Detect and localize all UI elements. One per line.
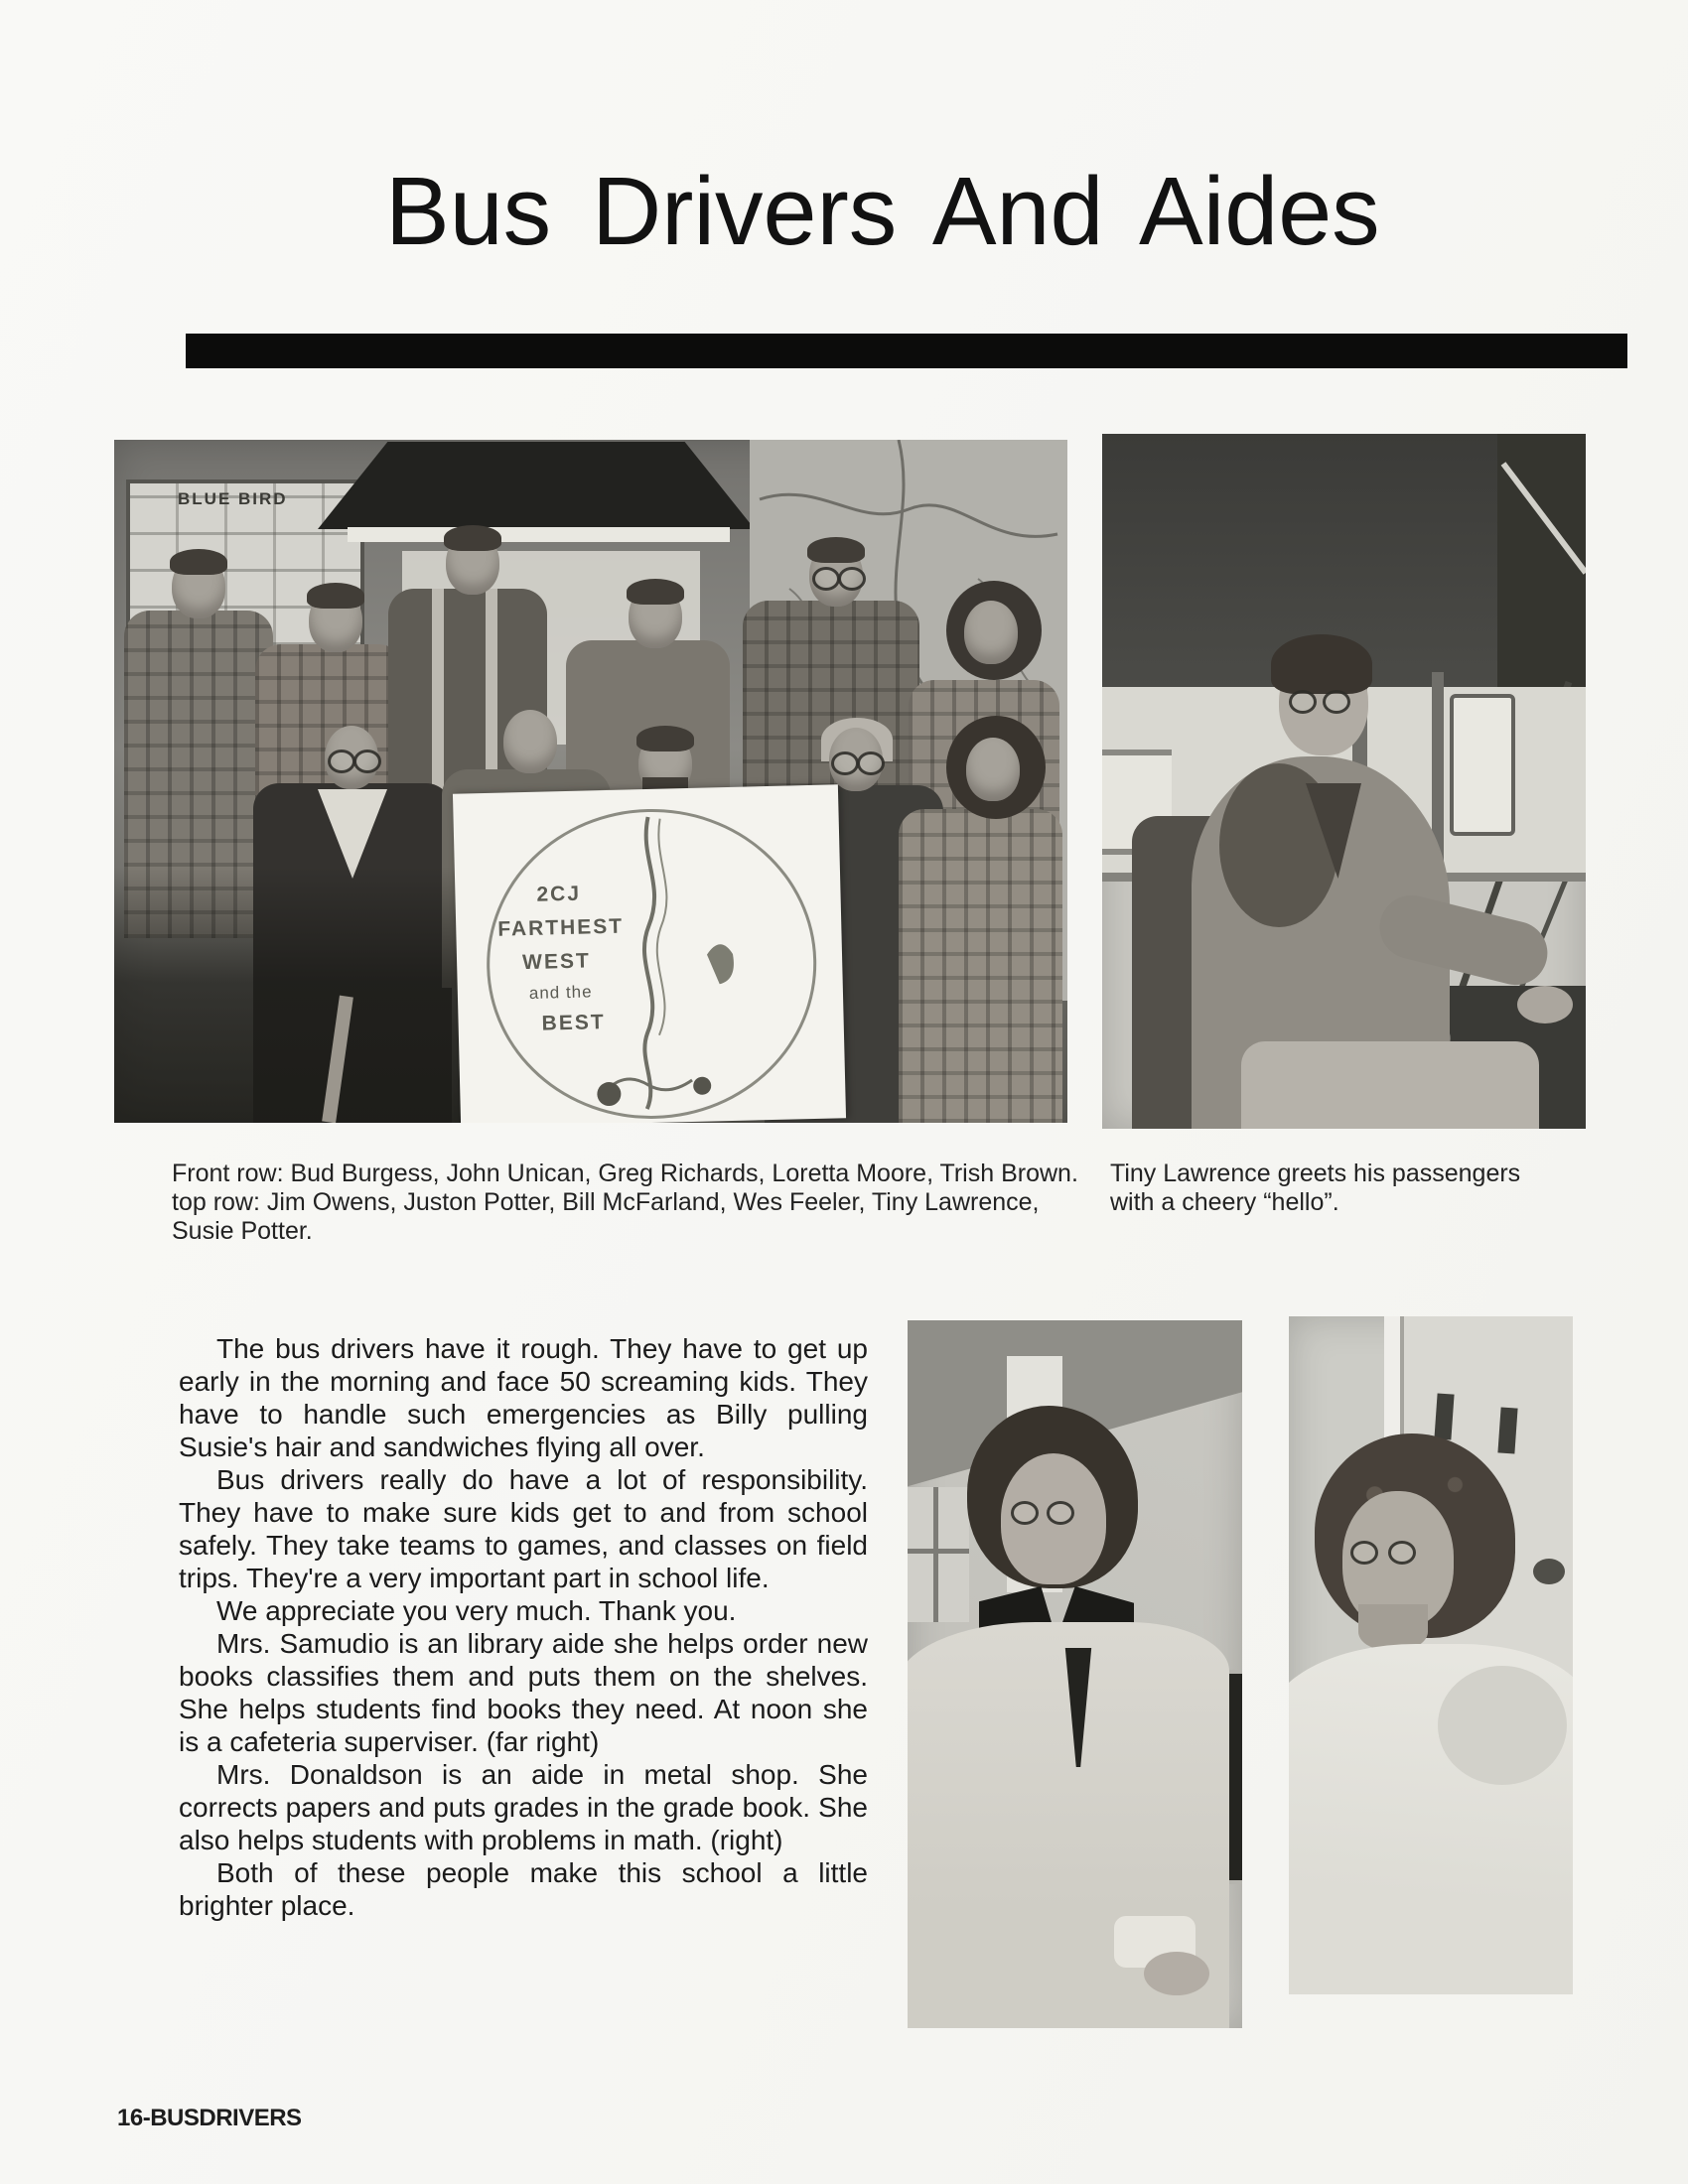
poster-line: FARTHEST (497, 914, 625, 941)
bus-driver-photo (1102, 434, 1586, 1129)
article-paragraph: Mrs. Donaldson is an aide in metal shop. She corrects papers and puts grades in the grade book. She also helps students with problems in math. (right) (179, 1759, 868, 1855)
caption-line: top row: Jim Owens, Juston Potter, Bill McFarland, Wes Feeler, Tiny Lawrence, (172, 1188, 1040, 1216)
ceiling-lamp (318, 442, 755, 529)
door-hinge (1434, 1393, 1454, 1439)
bus-photo-caption (1110, 1160, 1520, 1217)
article-paragraph: The bus drivers have it rough. They have to get up early in the morning and face 50 screaming kids. They have to handle such emergencies as Billy pulling Susie's hair and sandwiches flying all over. (179, 1333, 868, 1462)
woman-glasses-icon (1011, 1501, 1039, 1525)
article-paragraph: Mrs. Samudio is an library aide she helps order new books classifies them and puts them on the shelves. She helps students find books they need. At noon she is a cafeteria superviser. (far right) (179, 1628, 868, 1757)
person-head (966, 738, 1020, 801)
library-aide-photo (908, 1320, 1242, 2028)
glasses-icon (857, 751, 885, 775)
caption-line: Susie Potter. (172, 1217, 313, 1245)
caption-line: with a cheery “hello”. (1110, 1188, 1339, 1216)
door-hinge (1497, 1407, 1517, 1453)
window-mullion (933, 1487, 938, 1622)
woman-glasses-icon (1388, 1541, 1416, 1565)
driver-lap (1241, 1041, 1539, 1129)
person-head (309, 589, 362, 652)
poster-river-drawing (453, 784, 846, 1123)
woman-glasses-icon (1350, 1541, 1378, 1565)
page-title: Bus Drivers And Aides (385, 157, 1380, 265)
title-rule (186, 334, 1627, 368)
article-text (179, 1332, 868, 1922)
foreground-shadow (114, 867, 462, 1123)
woman-glasses-icon (1047, 1501, 1074, 1525)
person-head (629, 585, 682, 648)
article-paragraph: Both of these people make this school a little brighter place. (179, 1857, 868, 1921)
person-torso (899, 809, 1062, 1123)
article-paragraph: We appreciate you very much. Thank you. (216, 1595, 737, 1626)
poster-line: WEST (521, 949, 592, 975)
caption-line: Front row: Bud Burgess, John Unican, Greg Richards, Loretta Moore, Trish Brown. (172, 1160, 1078, 1187)
driver-glasses-icon (1323, 690, 1350, 714)
glasses-icon (831, 751, 859, 775)
wall-chart-label: BLUE BIRD (178, 489, 288, 508)
caption-line: Tiny Lawrence greets his passengers (1110, 1160, 1521, 1187)
poster-line: and the (528, 982, 593, 1003)
metal-shop-aide-photo (1289, 1316, 1573, 1994)
person-head (446, 531, 499, 595)
glasses-icon (838, 567, 866, 591)
driver-hand (1517, 986, 1573, 1024)
poster-board (453, 784, 846, 1123)
blouse-shoulder (1438, 1666, 1567, 1785)
group-photo (114, 440, 1067, 1123)
driver-hair (1271, 634, 1372, 694)
rearview-mirror (1450, 694, 1515, 836)
poster-line: 2CJ (536, 882, 582, 906)
glasses-icon (353, 750, 381, 773)
page-footer-label: 16-BUSDRIVERS (117, 2105, 302, 2131)
window-corner (908, 1487, 969, 1622)
window-mullion (908, 1549, 969, 1554)
lamp-light-strip (348, 527, 730, 542)
door-knob (1533, 1559, 1565, 1584)
glasses-icon (328, 750, 355, 773)
poster-line: BEST (541, 1011, 606, 1035)
glasses-icon (812, 567, 840, 591)
woman-hand (1144, 1952, 1209, 1995)
article-paragraph: Bus drivers really do have a lot of responsibility. They have to make sure kids get to and from school safely. They take teams to games, and classes on field trips. They're a very important part in school life. (179, 1464, 868, 1593)
group-photo-caption (172, 1160, 1078, 1246)
person-head (964, 601, 1018, 664)
person-head (503, 710, 557, 773)
person-head (172, 555, 225, 618)
driver-glasses-icon (1289, 690, 1317, 714)
